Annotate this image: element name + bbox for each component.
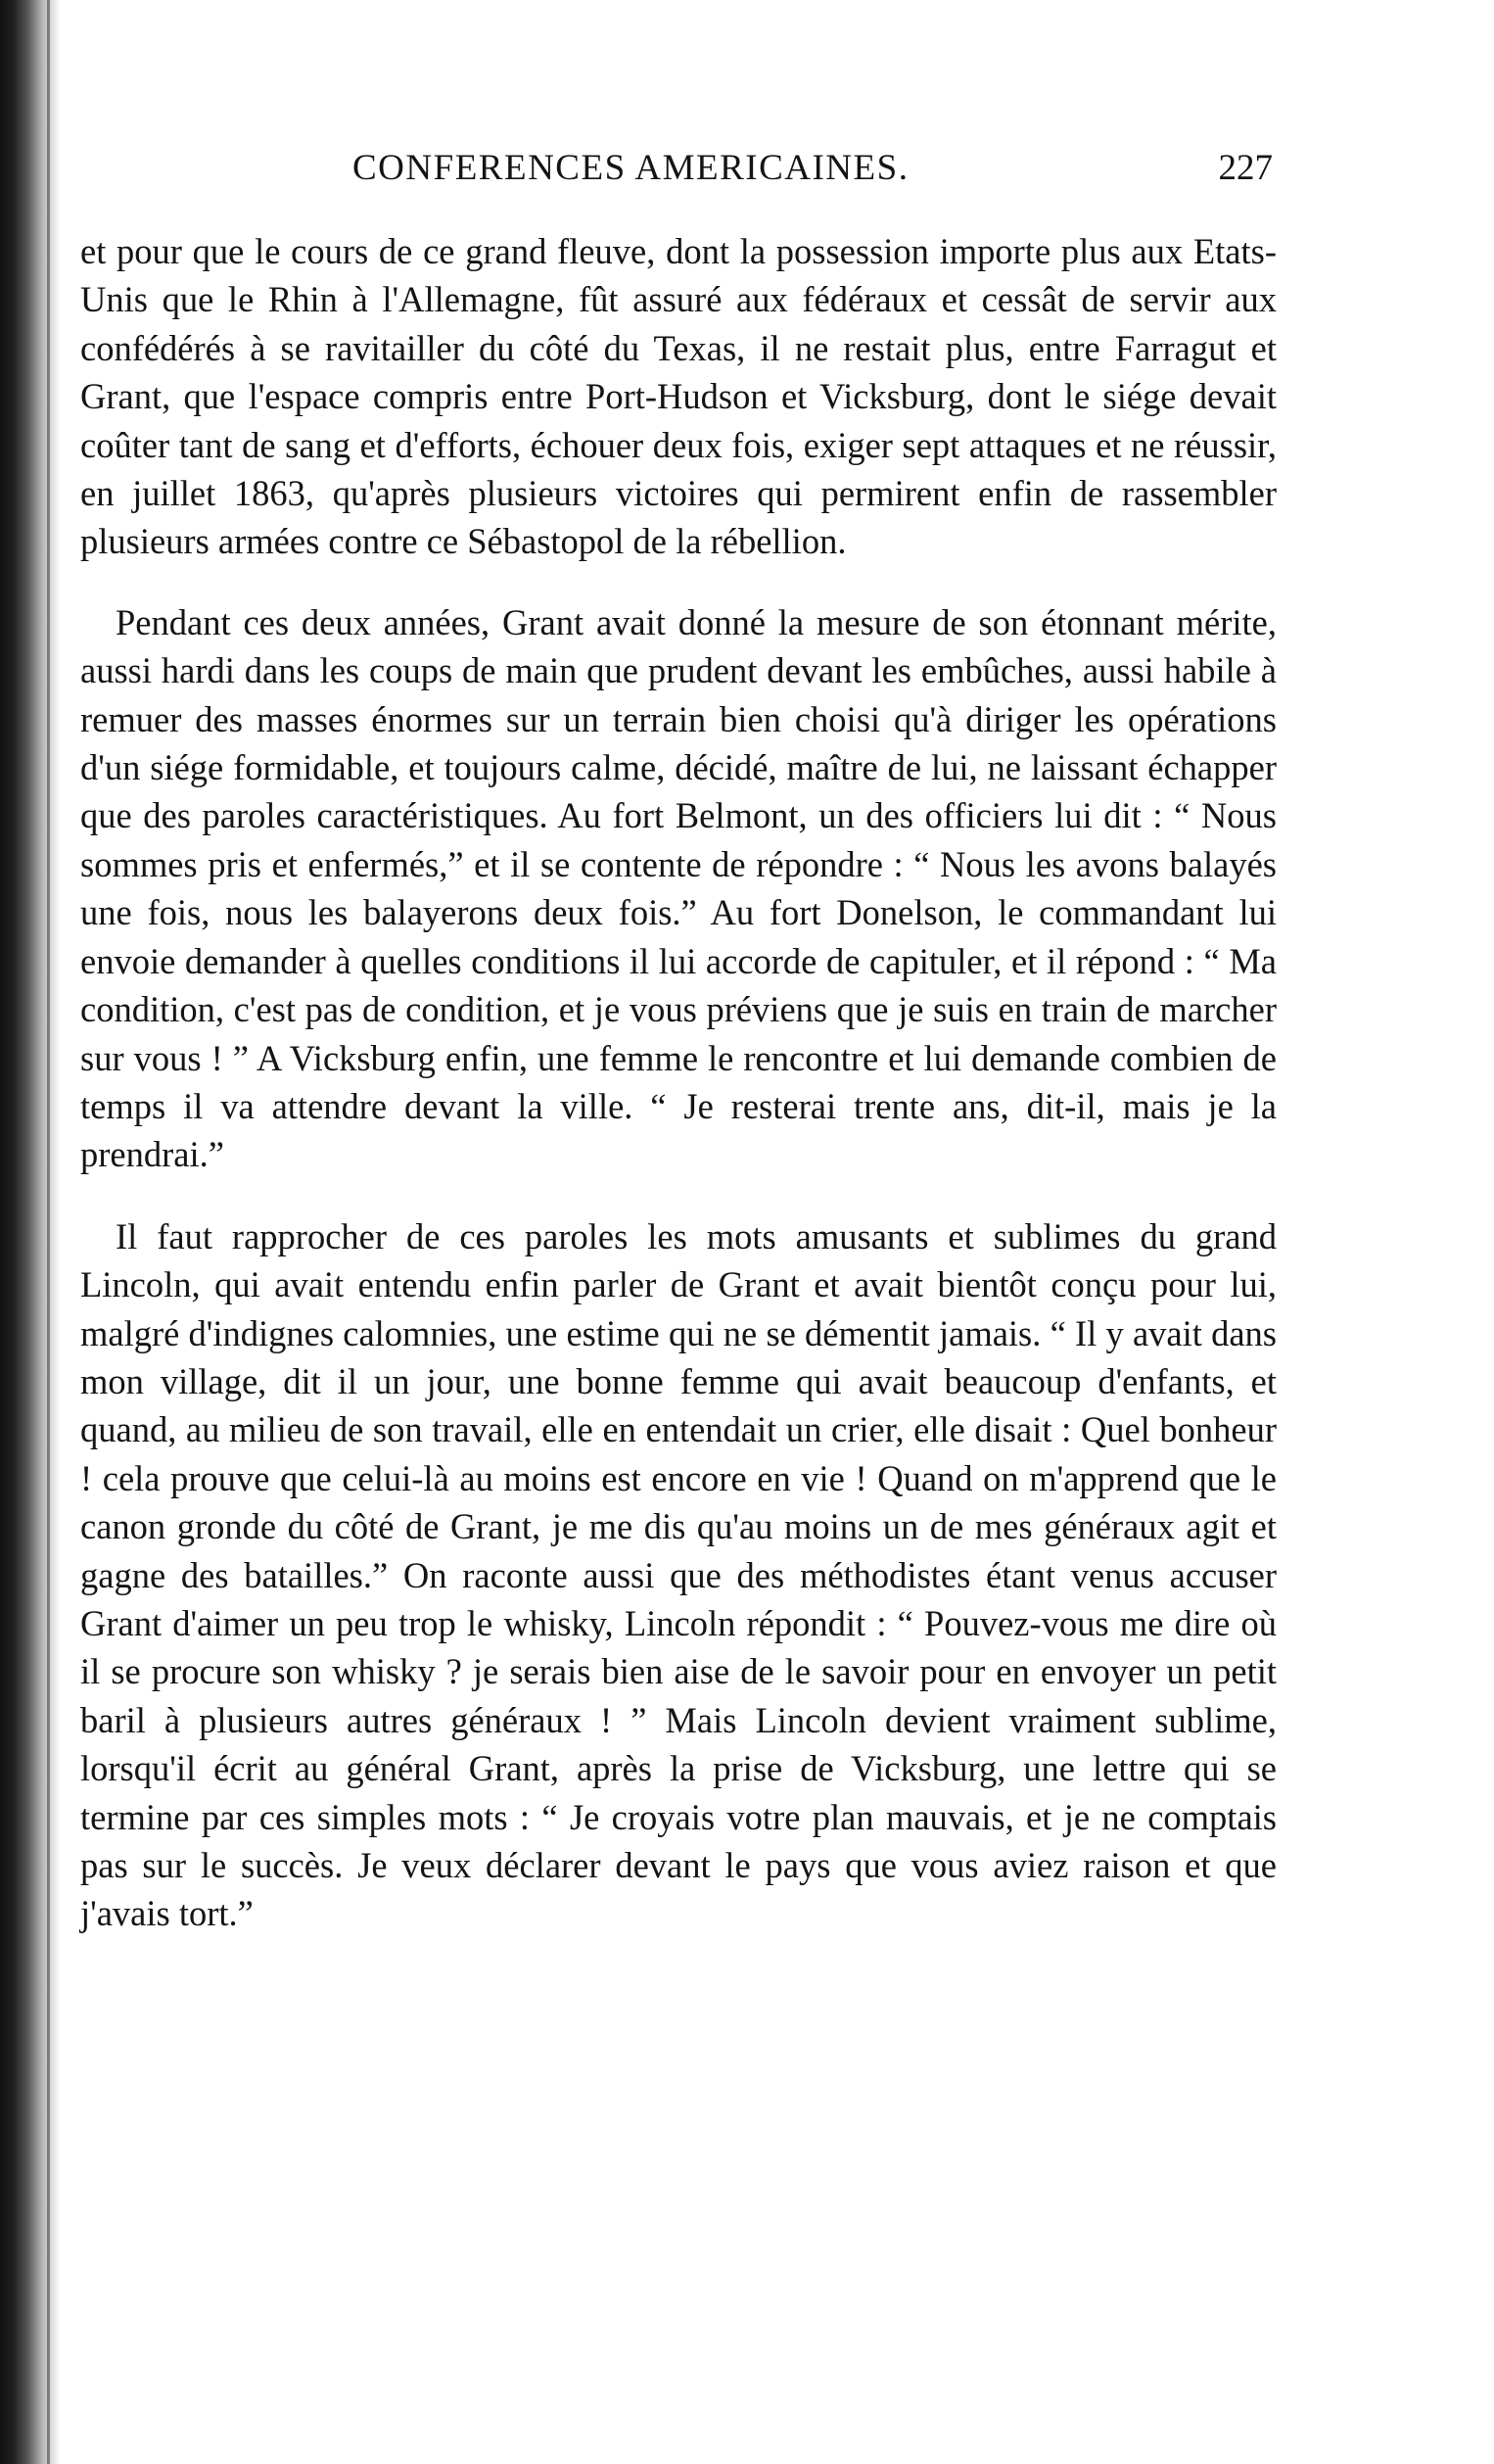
paragraph-2: Pendant ces deux années, Grant avait donné la mesure de son étonnant mérite, aussi hardi dans les coups de main que prudent devant les embûches, aussi habile à remuer des masses énormes sur un terrain bien choisi qu'à diriger les opérations d'un siége formidable, et toujours calme, décidé, maître de lui, ne laissant échapper que des paroles caractéristiques. Au fort Belmont, un des officiers lui dit : “ Nous sommes pris et enfermés,” et il se contente de répondre : “ Nous les avons balayés une fois, nous les balayerons deux fois.” Au fort Donelson, le commandant lui envoie demander à quelles conditions il lui accorde de capituler, et il répond : “ Ma condition, c'est pas de condition, et je vous préviens que je suis en train de marcher sur vous ! ” A Vicksburg enfin, une femme le rencontre et lui demande combien de temps il va attendre devant la ville. “ Je resterai trente ans, dit-il, mais je la prendrai.” — [80, 601, 1277, 1175]
page-number: 227 — [1218, 148, 1273, 188]
binding-edge — [0, 0, 61, 2464]
paragraph-3: Il faut rapprocher de ces paroles les mots amusants et sublimes du grand Lincoln, qui avait entendu enfin parler de Grant et avait bientôt conçu pour lui, malgré d'indignes calomnies, une estime qui ne se démentit jamais. “ Il y avait dans mon village, dit il un jour, une bonne femme qui avait beaucoup d'enfants, et quand, au milieu de son travail, elle en entendait un crier, elle disait : Quel bonheur ! cela prouve que celui-là au moins est encore en vie ! Quand on m'apprend que le canon gronde du côté de Grant, je me dis qu'au moins un de mes généraux agit et gagne des batailles.” On raconte aussi que des méthodistes étant venus accuser Grant d'aimer un peu trop le whisky, Lincoln répondit : “ Pouvez-vous me dire où il se procure son whisky ? je serais bien aise de le savoir pour en envoyer un petit baril à plusieurs autres généraux ! ” Mais Lincoln devient vraiment sublime, lorsqu'il écrit au général Grant, après la prise de Vicksburg, une lettre qui se termine par ces simples mots : “ Je croyais votre plan mauvais, et je ne comptais pas sur le succès. Je veux déclarer devant le pays que vous aviez raison et que j'avais tort.” — [80, 1215, 1277, 1934]
paragraph-1: et pour que le cours de ce grand fleuve, dont la possession importe plus aux Etats-Unis que le Rhin à l'Allemagne, fût assuré aux fédéraux et cessât de servir aux confédérés à se ravitailler du côté du Texas, il ne restait plus, entre Farragut et Grant, que l'espace compris entre Port-Hudson et Vicksburg, dont le siége devait coûter tant de sang et d'efforts, échouer deux fois, exiger sept attaques et ne réussir, en juillet 1863, qu'après plusieurs victoires qui permirent enfin de rassembler plusieurs armées contre ce Sébastopol de la rébellion. — [80, 231, 1277, 562]
running-title: CONFERENCES AMERICAINES. — [352, 148, 910, 188]
running-head — [127, 147, 1273, 206]
body-text — [80, 227, 1277, 1938]
binding-shadow-line — [47, 0, 50, 2464]
